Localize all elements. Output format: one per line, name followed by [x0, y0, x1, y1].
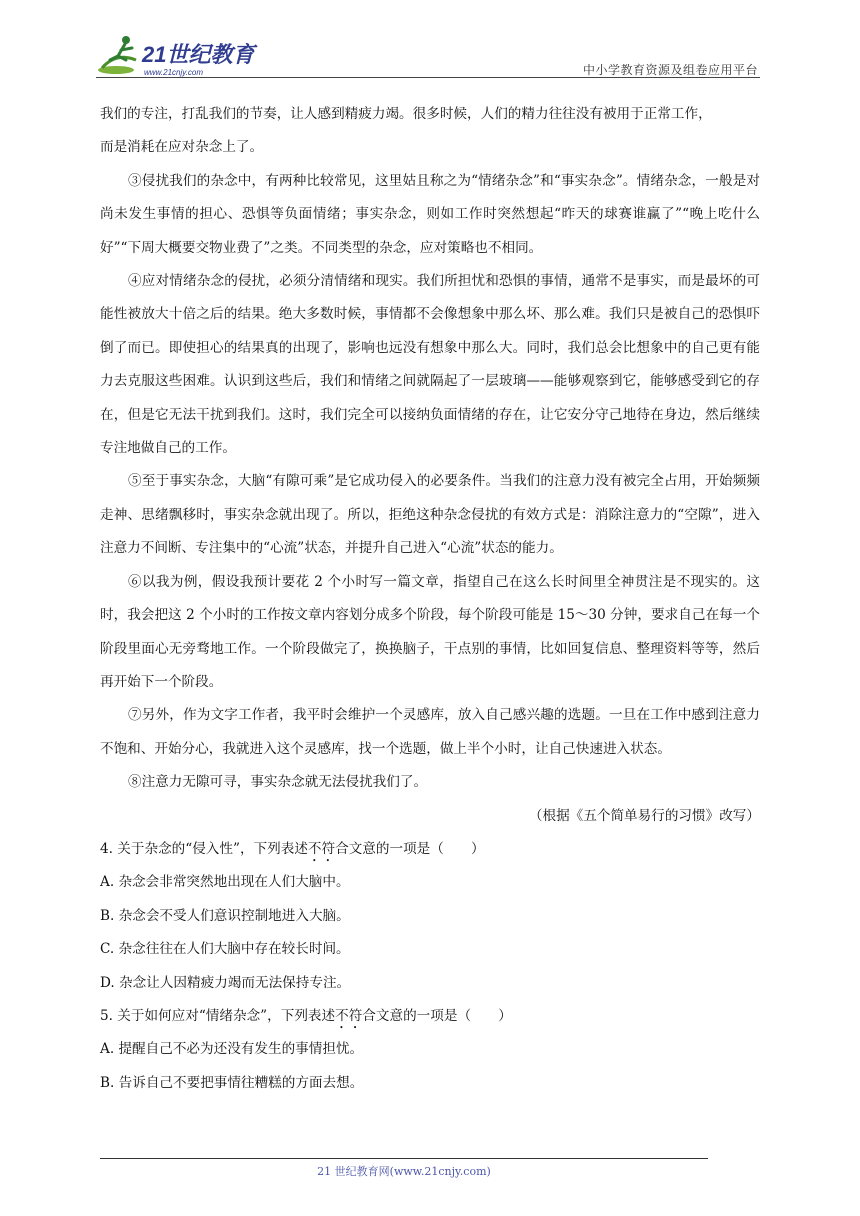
- stem-text: 合文意的一项是（ ）: [362, 1007, 512, 1024]
- paragraph-line: 而是消耗在应对杂念上了。: [100, 139, 264, 156]
- question-5-stem: [100, 1000, 760, 1033]
- question-4-option-b: B. 杂念会不受人们意识控制地进入大脑。: [100, 907, 350, 924]
- page-header: [96, 30, 760, 82]
- question-4-option-d: D. 杂念让人因精疲力竭而无法保持专注。: [100, 974, 351, 991]
- paragraph-8: ⑧注意力无隙可寻，事实杂念就无法侵扰我们了。: [128, 774, 428, 791]
- article-body: [100, 98, 760, 1100]
- paragraph-4: ④应对情绪杂念的侵扰，必须分清情绪和现实。我们所担忧和恐惧的事情，通常不是事实，而是最坏的可能性被放大十倍之后的结果。绝大多数时候，事情都不会像想象中那么坏、那么难。我们只是被自己的恐惧吓倒了而已。即使担心的结果真的出现了，影响也远没有想象中那么大。同时，我们总会比想象中的自己更有能力去克服这些困难。认识到这些后，我们和情绪之间就隔起了一层玻璃——能够观察到它，能够感受到它的存在，但是它无法干扰到我们。这时，我们完全可以接纳负面情绪的存在，让它安分守己地待在身边，然后继续专注地做自己的工作。: [100, 273, 760, 457]
- question-5-option-b: B. 告诉自己不要把事情往糟糕的方面去想。: [100, 1074, 364, 1091]
- emphasized-text: 不符: [335, 1007, 363, 1024]
- svg-text:www.21cnjy.com: www.21cnjy.com: [144, 68, 203, 77]
- header-divider: [96, 77, 760, 78]
- question-5-option-a: A. 提醒自己不必为还没有发生的事情担忧。: [100, 1041, 364, 1058]
- platform-name: 中小学教育资源及组卷应用平台: [582, 63, 758, 77]
- emphasized-text: 不符: [307, 840, 336, 857]
- paragraph-continued: [100, 98, 760, 165]
- page-footer: 21 世纪教育网(www.21cnjy.com): [317, 1165, 491, 1178]
- question-4-option-a: A. 杂念会非常突然地出现在人们大脑中。: [100, 874, 350, 891]
- article-source: （根据《五个简单易行的习惯》改写）: [528, 807, 760, 824]
- site-logo: [96, 30, 266, 78]
- paragraph-7: ⑦另外，作为文字工作者，我平时会维护一个灵感库，放入自己感兴趣的选题。一旦在工作中感到注意力不饱和、开始分心，我就进入这个灵感库，找一个选题，做上半个小时，让自己快速进入状态。: [100, 707, 760, 757]
- question-4-stem: [100, 833, 760, 866]
- stem-text: 4. 关于杂念的“侵入性”，下列表述: [100, 840, 308, 857]
- paragraph-3: ③侵扰我们的杂念中，有两种比较常见，这里姑且称之为“情绪杂念”和“事实杂念”。情绪杂念，一般是对尚未发生事情的担心、恐惧等负面情绪；事实杂念，则如工作时突然想起“昨天的球赛谁赢了”“晚上吃什么好”“下周大概要交物业费了”之类。不同类型的杂念，应对策略也不相同。: [100, 172, 760, 256]
- question-4-option-c: C. 杂念往往在人们大脑中存在较长时间。: [100, 941, 350, 958]
- stem-text: 5. 关于如何应对“情绪杂念”，下列表述: [100, 1007, 336, 1024]
- paragraph-5: ⑤至于事实杂念，大脑“有隙可乘”是它成功侵入的必要条件。当我们的注意力没有被完全占用，开始频频走神、思绪飘移时，事实杂念就出现了。所以，拒绝这种杂念侵扰的有效方式是：消除注意力的“空隙”，进入注意力不间断、专注集中的“心流”状态，并提升自己进入“心流”状态的能力。: [100, 473, 760, 557]
- footer-divider: [100, 1158, 708, 1159]
- paragraph-6: ⑥以我为例，假设我预计要花 2 个小时写一篇文章，指望自己在这么长时间里全神贯注是不现实的。这时，我会把这 2 个小时的工作按文章内容划分成多个阶段，每个阶段可能是 15～30 分钟，要求自己在每一个阶段里面心无旁骛地工作。一个阶段做完了，换换脑子，干点别的事情，比如回复信息、整理资料等等，然后再开始下一个阶段。: [100, 573, 760, 690]
- paragraph-line: 我们的专注，打乱我们的节奏，让人感到精疲力竭。很多时候，人们的精力往往没有被用于正常工作，: [100, 106, 712, 122]
- stem-text: 合文意的一项是（ ）: [335, 840, 485, 857]
- svg-text:21世纪教育: 21世纪教育: [142, 42, 255, 67]
